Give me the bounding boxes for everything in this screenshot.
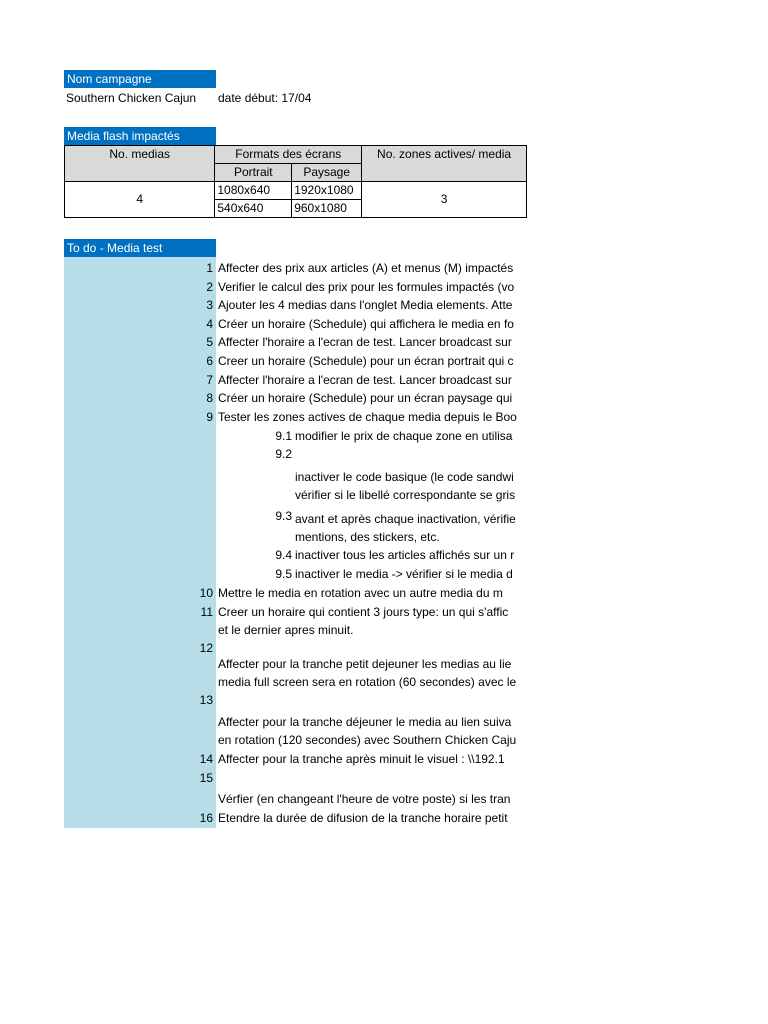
no-medias-value[interactable]: 4	[65, 182, 215, 218]
media-flash-header[interactable]: Media flash impactés	[64, 127, 216, 145]
todo-item-text[interactable]: Creer un horaire (Schedule) pour un écran portrait qui c	[218, 354, 514, 368]
todo-item-text[interactable]: media full screen sera en rotation (60 secondes) avec le	[218, 675, 517, 689]
todo-subitem-text[interactable]: inactiver le code basique (le code sandwi	[295, 470, 514, 484]
todo-item-text[interactable]: Verifier le calcul des prix pour les formules impactés (vo	[218, 280, 515, 294]
todo-subitem-text[interactable]: vérifier si le libellé correspondante se gris	[295, 488, 516, 502]
todo-subitem-number[interactable]: 9.1	[275, 429, 292, 443]
todo-item-number[interactable]: 10	[199, 586, 213, 600]
todo-item-number[interactable]: 1	[206, 261, 213, 275]
todo-item-number[interactable]: 9	[206, 410, 213, 424]
todo-item-text[interactable]: Affecter pour la tranche après minuit le visuel : \\192.1	[218, 752, 505, 766]
todo-item-number[interactable]: 16	[199, 811, 213, 825]
todo-item-text[interactable]: Vérfier (en changeant l'heure de votre poste) si les tran	[218, 792, 511, 806]
portrait-cell[interactable]: 1080x640	[215, 182, 292, 200]
sub-paysage[interactable]: Paysage	[292, 164, 362, 182]
todo-item-text[interactable]: Etendre la durée de difusion de la tranche horaire petit	[218, 811, 508, 825]
todo-item-number[interactable]: 7	[206, 373, 213, 387]
todo-item-text[interactable]: Affecter des prix aux articles (A) et menus (M) impactés	[218, 261, 514, 275]
todo-subitem-number[interactable]: 9.3	[275, 509, 292, 523]
todo-header[interactable]: To do - Media test	[64, 239, 216, 257]
todo-item-number[interactable]: 3	[206, 298, 213, 312]
todo-item-text[interactable]: Affecter l'horaire a l'ecran de test. Lancer broadcast sur	[218, 335, 512, 349]
todo-item-text[interactable]: Creer un horaire qui contient 3 jours type: un qui s'affic	[218, 605, 509, 619]
zones-value[interactable]: 3	[362, 182, 527, 218]
todo-item-text[interactable]: en rotation (120 secondes) avec Southern Chicken Caju	[218, 733, 517, 747]
todo-item-number[interactable]: 6	[206, 354, 213, 368]
col-zones-actives[interactable]: No. zones actives/ media	[362, 146, 527, 182]
todo-item-number[interactable]: 5	[206, 335, 213, 349]
todo-item-text[interactable]: Créer un horaire (Schedule) qui affichera le media en fo	[218, 317, 514, 331]
todo-subitem-number[interactable]: 9.5	[275, 567, 292, 581]
paysage-cell[interactable]: 960x1080	[292, 200, 362, 218]
col-formats[interactable]: Formats des écrans	[215, 146, 362, 164]
todo-item-number[interactable]: 8	[206, 391, 213, 405]
campaign-header[interactable]: Nom campagne	[64, 70, 216, 88]
todo-subitem-text[interactable]: mentions, des stickers, etc.	[295, 530, 440, 544]
todo-subitem-text[interactable]: modifier le prix de chaque zone en utilisa	[295, 429, 513, 443]
todo-item-number[interactable]: 15	[199, 771, 213, 785]
todo-item-number[interactable]: 2	[206, 280, 213, 294]
media-flash-table	[64, 145, 527, 218]
todo-item-text[interactable]: et le dernier apres minuit.	[218, 623, 354, 637]
todo-item-text[interactable]: Mettre le media en rotation avec un autre media du m	[218, 586, 503, 600]
paysage-cell[interactable]: 1920x1080	[292, 182, 362, 200]
todo-item-number[interactable]: 14	[199, 752, 213, 766]
campaign-start-date[interactable]: date début: 17/04	[218, 91, 312, 105]
todo-item-number[interactable]: 12	[199, 641, 213, 655]
todo-item-number[interactable]: 13	[199, 693, 213, 707]
todo-item-text[interactable]: Affecter pour la tranche déjeuner le media au lien suiva	[218, 715, 512, 729]
todo-subitem-text[interactable]: inactiver le media -> vérifier si le media d	[295, 567, 513, 581]
todo-item-number[interactable]: 4	[206, 317, 213, 331]
todo-item-text[interactable]: Tester les zones actives de chaque media depuis le Boo	[218, 410, 517, 424]
todo-item-text[interactable]: Ajouter les 4 medias dans l'onglet Media elements. Atte	[218, 298, 513, 312]
todo-subitem-number[interactable]: 9.2	[275, 447, 292, 461]
todo-item-text[interactable]: Affecter l'horaire a l'ecran de test. Lancer broadcast sur	[218, 373, 512, 387]
todo-subitem-text[interactable]: inactiver tous les articles affichés sur un r	[295, 548, 515, 562]
sub-portrait[interactable]: Portrait	[215, 164, 292, 182]
todo-item-text[interactable]: Affecter pour la tranche petit dejeuner les medias au lie	[218, 657, 512, 671]
todo-item-number[interactable]: 11	[200, 605, 213, 619]
todo-item-text[interactable]: Créer un horaire (Schedule) pour un écran paysage qui	[218, 391, 513, 405]
todo-subitem-text[interactable]: avant et après chaque inactivation, vérifie	[295, 512, 516, 526]
portrait-cell[interactable]: 540x640	[215, 200, 292, 218]
campaign-name[interactable]: Southern Chicken Cajun	[66, 91, 197, 105]
col-no-medias[interactable]: No. medias	[65, 146, 215, 182]
todo-subitem-number[interactable]: 9.4	[275, 548, 292, 562]
